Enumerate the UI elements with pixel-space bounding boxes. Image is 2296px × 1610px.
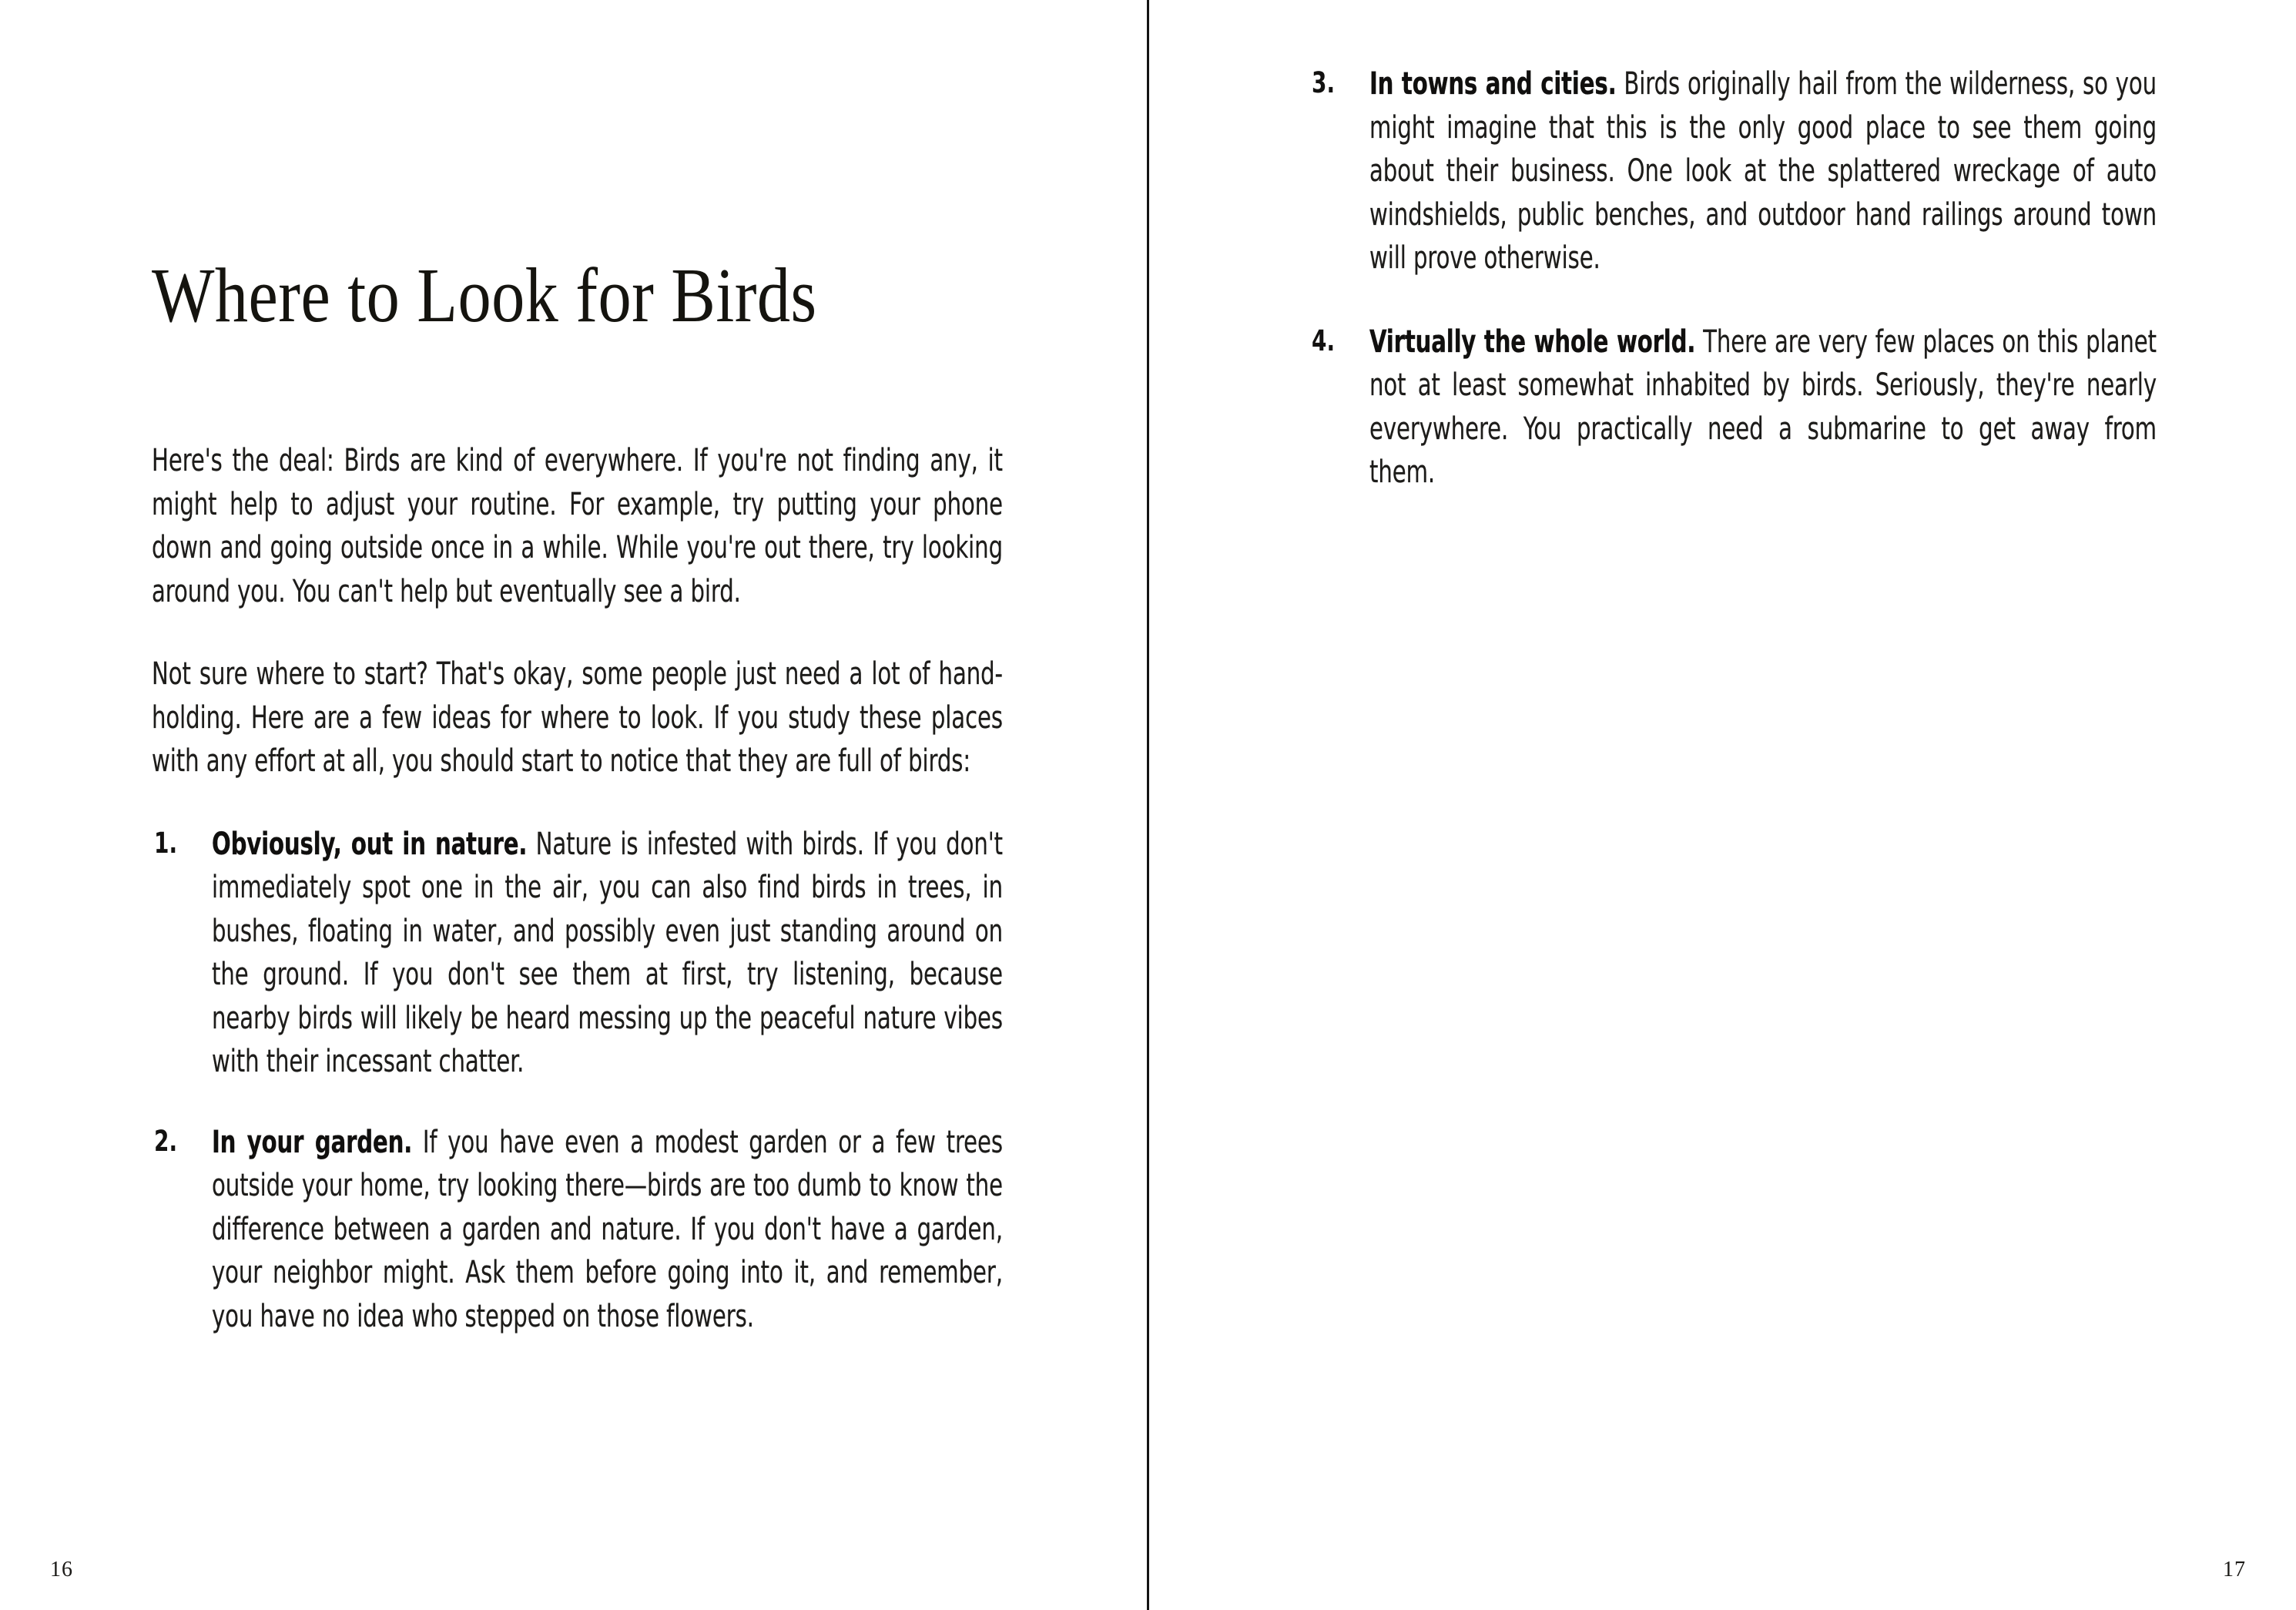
page-number-right: 17 [2223,1558,2246,1581]
places-list-left [152,822,1003,1338]
list-item-lead: Virtually the whole world. [1369,322,1696,360]
page-number-left: 16 [50,1558,73,1581]
list-item-text [1369,320,2157,494]
list-item [1309,320,2157,494]
intro-paragraph-2: Not sure where to start? That's okay, some people just need a lot of hand-holding. Here are a few ideas for where to look. If you study these places with any effort at all, you should start to notice that they are full of birds: [152,655,1003,780]
list-item [152,1120,1003,1338]
list-item-number: 1. [154,826,178,860]
page-right [1149,0,2296,1610]
page-right-content [1309,62,2157,534]
list-item-lead: In towns and cities. [1369,65,1617,102]
list-item-number: 3. [1312,66,1336,99]
intro-paragraph-1: Here's the deal: Birds are kind of everywhere. If you're not finding any, it might help to adjust your routine. For example, try putting your phone down and going outside once in a while. While you're out there, try looking around you. You can't help but eventually see a bird. [152,441,1003,609]
list-item-lead: In your garden. [212,1122,413,1160]
page-left-content [152,254,1003,1337]
page-title: Where to Look for Birds [152,252,817,338]
list-item-lead: Obviously, out in nature. [212,824,528,862]
list-item-text [212,1120,1003,1338]
list-item-body: There are very few places on this planet not at least somewhat inhabited by birds. Seriously, they're nearly everywhere. You practically need a submarine to get away from them. [1369,322,2157,490]
list-item-number: 2. [154,1124,178,1158]
list-item [152,822,1003,1083]
list-item-body: Nature is infested with birds. If you don't immediately spot one in the air, you can also find birds in trees, in bushes, floating in water, and possibly even just standing around on the ground. If you don't see them at first, try listening, because nearby birds will likely be heard messing up the peaceful nature vibes with their incessant chatter. [212,824,1003,1080]
list-item-body: Birds originally hail from the wilderness, so you might imagine that this is the only good place to see them going about their business. One look at the splattered wreckage of auto windshields, public benches, and outdoor hand railings around town will prove otherwise. [1369,65,2157,276]
list-item-body: If you have even a modest garden or a few trees outside your home, try looking there—birds are too dumb to know the difference between a garden and nature. If you don't have a garden, your neighbor might. Ask them before going into it, and remember, you have no idea who stepped on those flowers. [212,1122,1003,1334]
places-list-right [1309,62,2157,494]
page-left [0,0,1147,1610]
list-item-number: 4. [1312,324,1336,357]
list-item-text [1369,62,2157,280]
list-item-text [212,822,1003,1083]
list-item [1309,62,2157,280]
